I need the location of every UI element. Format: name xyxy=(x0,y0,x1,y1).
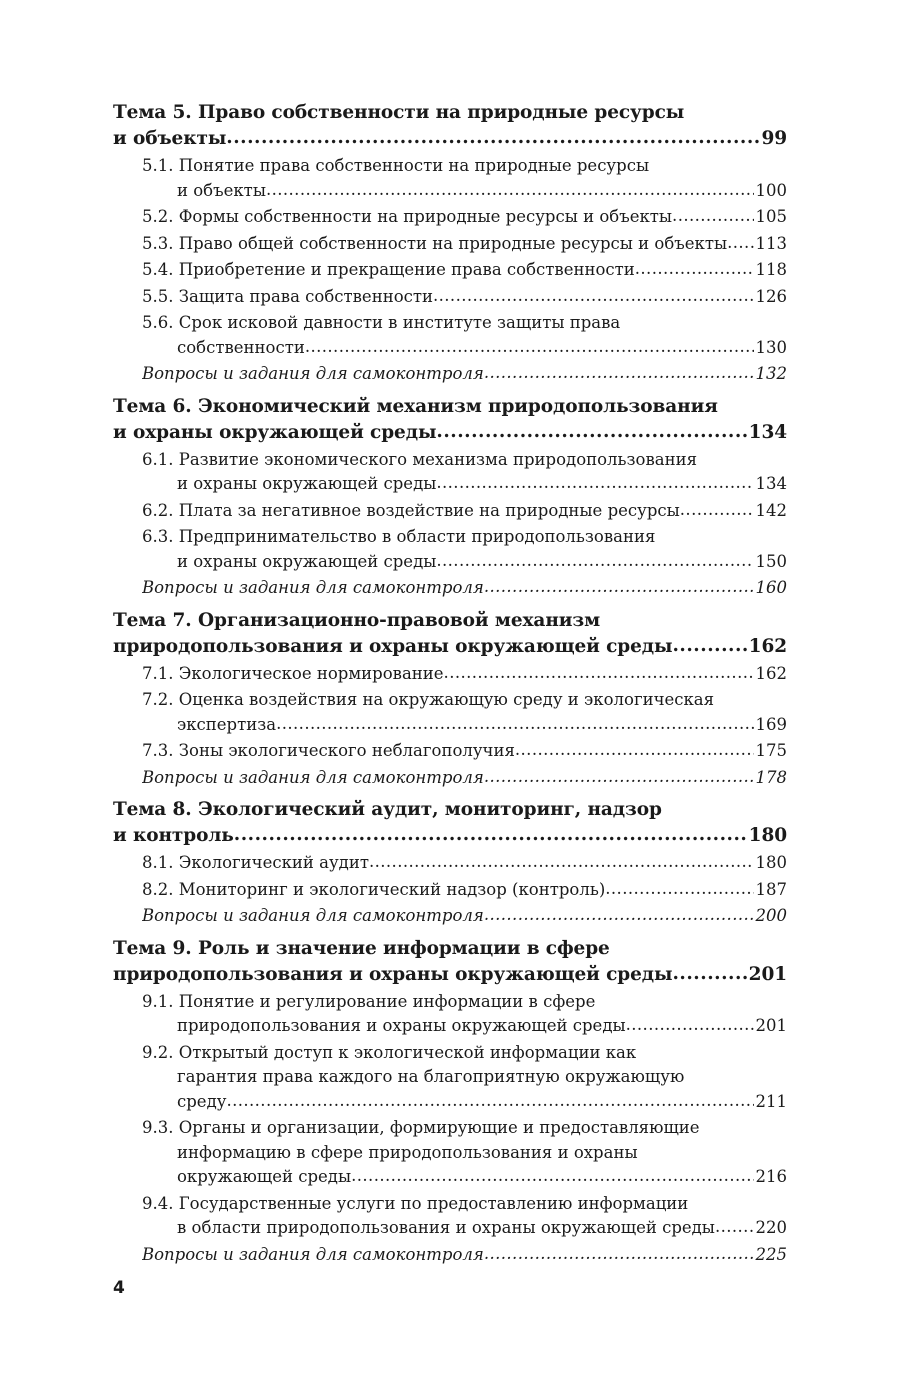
self-check-line xyxy=(142,362,787,387)
toc-subsection xyxy=(113,1192,787,1241)
subsection-page-number: 169 xyxy=(755,714,787,734)
dot-leader xyxy=(626,1014,754,1038)
subsection-line: 9.1. Понятие и регулирование информации в сфере xyxy=(142,991,596,1011)
subsection-page-number: 142 xyxy=(755,500,787,520)
subsection-text: окружающей среды xyxy=(177,1167,352,1186)
self-check-questions xyxy=(113,904,787,929)
toc-subsection xyxy=(113,662,787,687)
subsection-line xyxy=(142,878,787,903)
toc-subsection xyxy=(113,990,787,1039)
topic-title-page-number: 162 xyxy=(748,635,787,657)
toc-subsection xyxy=(113,878,787,903)
dot-leader xyxy=(605,878,753,902)
self-check-text: Вопросы и задания для самоконтроля xyxy=(142,578,484,597)
subsection-line xyxy=(142,258,787,283)
toc-subsection xyxy=(113,525,787,574)
subsection-text: собственности xyxy=(177,337,305,357)
toc-subsection xyxy=(113,1116,787,1190)
subsection-page-number: 150 xyxy=(755,551,787,571)
subsection-text: в области природопользования и охраны окружающей среды xyxy=(177,1218,715,1237)
self-check-questions xyxy=(113,1243,787,1268)
table-of-contents xyxy=(113,100,787,1267)
dot-leader xyxy=(484,904,754,928)
subsection-line xyxy=(142,1014,787,1039)
topic-title-page-number: 134 xyxy=(748,421,787,443)
toc-subsection xyxy=(113,688,787,737)
self-check-page-number: 178 xyxy=(755,767,787,787)
topic-title-line: Тема 6. Экономический механизм природопользования xyxy=(113,395,718,417)
subsection-line xyxy=(142,336,787,361)
subsection-text: 5.2. Формы собственности на природные ресурсы и объекты xyxy=(142,207,673,226)
subsection-page-number: 100 xyxy=(755,180,787,200)
topic-title-line xyxy=(113,634,787,660)
subsection-page-number: 180 xyxy=(755,853,787,872)
toc-section xyxy=(113,100,787,387)
subsection-page-number: 201 xyxy=(755,1016,787,1035)
topic-title-text: и контроль xyxy=(113,825,234,846)
dot-leader xyxy=(672,634,746,659)
topic-title-line: Тема 5. Право собственности на природные ресурсы xyxy=(113,102,685,123)
self-check-questions xyxy=(113,766,787,791)
self-check-text: Вопросы и задания для самоконтроля xyxy=(142,767,484,787)
subsection-line: информацию в сфере природопользования и охраны xyxy=(177,1142,638,1162)
subsection-page-number: 118 xyxy=(755,260,787,279)
subsection-line: 6.3. Предпринимательство в области природопользования xyxy=(142,527,656,546)
topic-title-text: и объекты xyxy=(113,128,227,149)
subsection-page-number: 211 xyxy=(755,1091,787,1111)
subsection-text: 8.2. Мониторинг и экологический надзор (контроль) xyxy=(142,879,606,899)
dot-leader xyxy=(436,472,753,496)
subsection-text: и объекты xyxy=(177,180,266,200)
subsection-line xyxy=(142,499,787,524)
subsection-line xyxy=(142,550,787,575)
dot-leader xyxy=(226,126,759,151)
self-check-questions xyxy=(113,576,787,601)
subsection-line: 9.2. Открытый доступ к экологической информации как xyxy=(142,1042,637,1062)
dot-leader xyxy=(266,179,754,203)
subsection-line xyxy=(142,1165,787,1190)
self-check-text: Вопросы и задания для самоконтроля xyxy=(142,906,484,925)
subsection-line: гарантия права каждого на благоприятную окружающую xyxy=(177,1067,685,1086)
dot-leader xyxy=(484,766,754,790)
subsection-line xyxy=(142,232,787,257)
subsection-page-number: 220 xyxy=(755,1218,787,1237)
self-check-page-number: 132 xyxy=(755,364,787,383)
self-check-line xyxy=(142,1243,787,1268)
dot-leader xyxy=(226,1090,753,1114)
dot-leader xyxy=(436,420,746,445)
self-check-questions xyxy=(113,362,787,387)
self-check-text: Вопросы и задания для самоконтроля xyxy=(142,1244,484,1264)
subsection-line: 9.4. Государственные услуги по предоставлению информации xyxy=(142,1193,689,1213)
subsection-page-number: 113 xyxy=(755,233,787,253)
self-check-page-number: 225 xyxy=(755,1244,787,1264)
subsection-text: и охраны окружающей среды xyxy=(177,474,437,493)
self-check-page-number: 200 xyxy=(755,906,787,925)
dot-leader xyxy=(484,576,754,600)
subsection-line xyxy=(142,662,787,687)
topic-title-text: природопользования и охраны окружающей среды xyxy=(113,963,673,985)
topic-title-page-number: 180 xyxy=(748,825,787,846)
self-check-line xyxy=(142,766,787,791)
subsection-line xyxy=(142,285,787,310)
subsection-line: 6.1. Развитие экономического механизма природопользования xyxy=(142,449,697,469)
subsection-page-number: 187 xyxy=(755,879,787,899)
dot-leader xyxy=(515,739,754,763)
toc-subsection xyxy=(113,1041,787,1115)
subsection-text: экспертиза xyxy=(177,714,277,734)
topic-title-line xyxy=(113,420,787,446)
toc-section xyxy=(113,797,787,929)
toc-section xyxy=(113,394,787,601)
topic-title-line xyxy=(113,126,787,152)
subsection-line xyxy=(142,1090,787,1115)
topic-title-line xyxy=(113,962,787,988)
dot-leader xyxy=(715,1216,754,1240)
subsection-line xyxy=(142,179,787,204)
subsection-text: среду xyxy=(177,1091,227,1111)
subsection-page-number: 130 xyxy=(755,337,787,357)
subsection-text: 5.3. Право общей собственности на природные ресурсы и объекты xyxy=(142,233,728,253)
subsection-line: 5.1. Понятие права собственности на природные ресурсы xyxy=(142,156,650,175)
toc-subsection xyxy=(113,285,787,310)
subsection-line: 7.2. Оценка воздействия на окружающую среду и экологическая xyxy=(142,690,715,709)
dot-leader xyxy=(672,962,746,987)
subsection-line: 5.6. Срок исковой давности в институте защиты права xyxy=(142,313,621,332)
toc-section xyxy=(113,936,787,1268)
topic-title-page-number: 201 xyxy=(748,963,787,985)
subsection-text: и охраны окружающей среды xyxy=(177,551,437,571)
self-check-text: Вопросы и задания для самоконтроля xyxy=(142,364,484,383)
subsection-text: 7.1. Экологическое нормирование xyxy=(142,663,444,683)
subsection-text: 8.1. Экологический аудит xyxy=(142,853,369,872)
toc-subsection xyxy=(113,448,787,497)
dot-leader xyxy=(305,336,754,360)
dot-leader xyxy=(680,499,754,523)
topic-title-line xyxy=(113,823,787,849)
subsection-page-number: 216 xyxy=(755,1167,787,1186)
dot-leader xyxy=(727,232,753,256)
subsection-text: 6.2. Плата за негативное воздействие на природные ресурсы xyxy=(142,500,680,520)
self-check-page-number: 160 xyxy=(755,578,787,597)
subsection-text: 7.3. Зоны экологического неблагополучия xyxy=(142,741,515,760)
subsection-line xyxy=(142,851,787,876)
subsection-page-number: 105 xyxy=(755,207,787,226)
dot-leader xyxy=(234,823,747,848)
toc-subsection xyxy=(113,154,787,203)
dot-leader xyxy=(444,662,754,686)
dot-leader xyxy=(484,362,754,386)
self-check-line xyxy=(142,576,787,601)
self-check-line xyxy=(142,904,787,929)
toc-subsection xyxy=(113,258,787,283)
dot-leader xyxy=(369,851,754,875)
subsection-line xyxy=(142,472,787,497)
dot-leader xyxy=(436,550,753,574)
subsection-line xyxy=(142,739,787,764)
subsection-page-number: 126 xyxy=(755,286,787,306)
toc-subsection xyxy=(113,205,787,230)
topic-title-page-number: 99 xyxy=(761,128,787,149)
subsection-line xyxy=(142,713,787,738)
dot-leader xyxy=(484,1243,754,1267)
subsection-page-number: 162 xyxy=(755,663,787,683)
dot-leader xyxy=(276,713,753,737)
toc-subsection xyxy=(113,739,787,764)
subsection-text: 5.4. Приобретение и прекращение права собственности xyxy=(142,260,635,279)
toc-subsection xyxy=(113,499,787,524)
subsection-page-number: 175 xyxy=(755,741,787,760)
topic-title-line: Тема 9. Роль и значение информации в сфере xyxy=(113,937,610,959)
topic-title-line: Тема 7. Организационно-правовой механизм xyxy=(113,609,601,631)
subsection-page-number: 134 xyxy=(755,474,787,493)
subsection-text: 5.5. Защита права собственности xyxy=(142,286,433,306)
page-number: 4 xyxy=(113,1278,125,1298)
dot-leader xyxy=(433,285,754,309)
topic-title-text: природопользования и охраны окружающей среды xyxy=(113,635,673,657)
dot-leader xyxy=(635,258,754,282)
toc-subsection xyxy=(113,232,787,257)
dot-leader xyxy=(351,1165,753,1189)
subsection-text: природопользования и охраны окружающей среды xyxy=(177,1016,626,1035)
topic-title-text: и охраны окружающей среды xyxy=(113,421,437,443)
subsection-line xyxy=(142,205,787,230)
dot-leader xyxy=(672,205,753,229)
toc-subsection xyxy=(113,311,787,360)
topic-title-line: Тема 8. Экологический аудит, мониторинг, надзор xyxy=(113,799,662,820)
subsection-line xyxy=(142,1216,787,1241)
toc-section xyxy=(113,608,787,791)
subsection-line: 9.3. Органы и организации, формирующие и предоставляющие xyxy=(142,1118,700,1137)
toc-subsection xyxy=(113,851,787,876)
